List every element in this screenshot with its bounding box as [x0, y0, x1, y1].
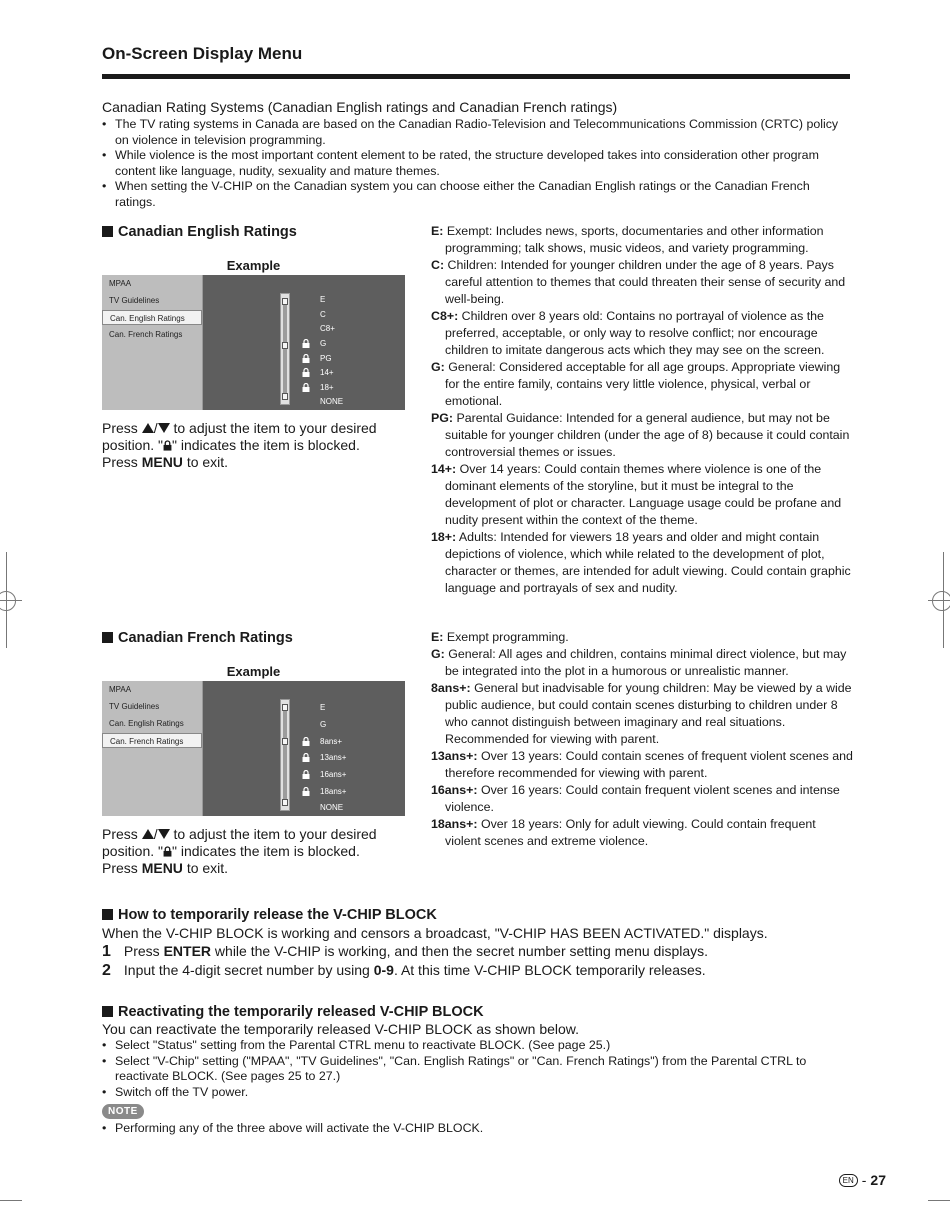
release-step-2 — [102, 961, 850, 980]
lock-icon — [302, 354, 310, 363]
lock-icon — [302, 753, 310, 762]
rating-option: 13ans+ — [320, 753, 347, 762]
slider-thumb[interactable] — [282, 738, 288, 745]
note-bullet: • Performing any of the three above will activate the V-CHIP BLOCK. — [102, 1121, 850, 1137]
osd-menu — [102, 275, 203, 410]
definition: E: Exempt: Includes news, sports, documentaries and other information programming; talk shows, music videos, and variety programming. — [431, 224, 824, 255]
press-text: " indicates the item is blocked. — [172, 843, 360, 859]
english-osd-screen — [102, 275, 405, 410]
registration-mark — [0, 591, 16, 611]
intro-bullet: • When setting the V-CHIP on the Canadian system you can choose either the Canadian English ratings or the Canadian French ratings. — [102, 179, 850, 210]
release-heading — [102, 906, 850, 924]
definition: 8ans+: General but inadvisable for young children: May be viewed by a wide public audience, but could contain scenes disturbing to children under 8 who cannot distinguish between imaginary and real situations. — [431, 681, 852, 729]
reactivate-lead: You can reactivate the temporarily released V-CHIP BLOCK as shown below. — [102, 1021, 580, 1037]
definition: 18ans+: Over 18 years: Only for adult viewing. Could contain frequent violent scenes and extreme violence. — [431, 817, 816, 848]
english-instructions: Press / to adjust the item to your desired position. " " indicates the item is blocked. Press MENU to exit. — [102, 420, 377, 470]
press-text: to exit. — [186, 860, 229, 876]
rating-option: 14+ — [320, 368, 334, 377]
press-text: to adjust the item to your desired — [173, 420, 377, 436]
press-text: Press — [102, 826, 138, 842]
slider-bottom-cap — [282, 393, 288, 400]
press-text: to adjust the item to your desired — [173, 826, 377, 842]
press-text: Press — [102, 454, 138, 470]
lock-icon — [302, 339, 310, 348]
french-heading — [102, 630, 293, 646]
digit-keys: 0-9 — [373, 962, 394, 978]
slider-track — [283, 704, 287, 806]
rating-option: PG — [320, 354, 332, 363]
step-text: while the V-CHIP is working, and then the secret number setting menu displays. — [214, 943, 709, 959]
rating-option: NONE — [320, 397, 344, 406]
lock-icon — [302, 787, 310, 796]
rating-option: G — [320, 720, 327, 729]
definition: E: Exempt programming. — [431, 630, 569, 644]
definition: G: General: Considered acceptable for all age groups. Appropriate viewing for the entire family, contains very little violence, physical, verbal or emotional. — [431, 360, 841, 408]
page-number-value: 27 — [870, 1172, 886, 1188]
osd-menu-item-can-english[interactable]: Can. English Ratings — [109, 719, 184, 728]
crop-mark — [928, 1200, 950, 1201]
intro-heading: Canadian Rating Systems (Canadian English ratings and Canadian French ratings) — [102, 99, 618, 115]
press-text: Press — [102, 420, 138, 436]
square-bullet-icon — [102, 1006, 113, 1017]
step-number: 2 — [102, 962, 111, 979]
press-text: " indicates the item is blocked. — [172, 437, 360, 453]
english-definitions — [431, 223, 853, 597]
reactivate-bullet: • Switch off the TV power. — [102, 1085, 850, 1101]
reactivate-heading-text: Reactivating the temporarily released V-CHIP BLOCK — [118, 1004, 484, 1020]
reactivate-heading — [102, 1003, 850, 1021]
definition: Recommended for viewing with parent. — [445, 732, 660, 746]
press-text: position. " — [102, 843, 164, 859]
osd-menu-item-can-english[interactable]: Can. English Ratings — [102, 310, 202, 325]
down-arrow-icon — [158, 423, 170, 433]
enter-key: ENTER — [163, 943, 212, 959]
rating-option: G — [320, 339, 327, 348]
rating-option: NONE — [320, 803, 344, 812]
definition: C8+: Children over 8 years old: Contains no portrayal of violence as the preferred, acceptable, or only way to resolve conflict; nor encourage children to imitate dangerous acts which they may see on the screen. — [431, 309, 825, 357]
osd-menu-item-can-french[interactable]: Can. French Ratings — [102, 733, 202, 748]
slider-top-cap — [282, 298, 288, 305]
english-heading-text: Canadian English Ratings — [118, 224, 297, 240]
page-number-dash: - — [861, 1172, 867, 1188]
osd-menu-item-mpaa[interactable]: MPAA — [109, 279, 132, 288]
rating-option: 16ans+ — [320, 770, 347, 779]
english-example-label: Example — [226, 258, 281, 273]
up-arrow-icon — [142, 829, 154, 839]
press-text: position. " — [102, 437, 164, 453]
osd-menu-item-tv-guidelines[interactable]: TV Guidelines — [109, 702, 160, 711]
slider-top-cap — [282, 704, 288, 711]
rating-slider[interactable] — [280, 293, 290, 405]
osd-menu-item-can-french[interactable]: Can. French Ratings — [109, 330, 183, 339]
intro-section — [102, 99, 850, 210]
press-text: Press — [102, 860, 138, 876]
definition: 16ans+: Over 16 years: Could contain frequent violent scenes and intense violence. — [431, 783, 840, 814]
intro-bullets — [102, 117, 850, 210]
lock-icon — [302, 368, 310, 377]
rating-option: 18+ — [320, 383, 334, 392]
english-heading — [102, 224, 297, 240]
reactivate-section — [102, 1003, 850, 1137]
french-instructions: Press / to adjust the item to your desired position. " " indicates the item is blocked. Press MENU to exit. — [102, 826, 377, 876]
slider-thumb[interactable] — [282, 342, 288, 349]
menu-key: MENU — [141, 860, 183, 876]
lock-icon — [302, 737, 310, 746]
lock-icon — [302, 770, 310, 779]
rating-slider[interactable] — [280, 699, 290, 811]
step-text: . At this time V-CHIP BLOCK temporarily releases. — [393, 962, 706, 978]
slider-track — [283, 298, 287, 400]
release-section — [102, 906, 850, 980]
rating-option: C — [320, 310, 326, 319]
definition: 18+: Adults: Intended for viewers 18 years and older and might contain depictions of violence, which while related to the development of plot, character or themes, are intended for adult viewing. Could contain graphic language and portrayals of sex and nudity. — [431, 530, 851, 595]
rating-option: 18ans+ — [320, 787, 347, 796]
definition: 13ans+: Over 13 years: Could contain scenes of frequent violent scenes and therefore recommended for viewing with parent. — [431, 749, 853, 780]
up-arrow-icon — [142, 423, 154, 433]
osd-menu-item-tv-guidelines[interactable]: TV Guidelines — [109, 296, 160, 305]
reactivate-bullet: • Select "V-Chip" setting ("MPAA", "TV Guidelines", "Can. English Ratings" or "Can. French Ratings") from the Parental CTRL to reactivate BLOCK. (See pages 25 to 27.) — [102, 1054, 850, 1085]
square-bullet-icon — [102, 226, 113, 237]
french-heading-text: Canadian French Ratings — [118, 630, 293, 646]
step-number: 1 — [102, 943, 111, 960]
osd-menu — [102, 681, 203, 816]
down-arrow-icon — [158, 829, 170, 839]
french-osd-screen — [102, 681, 405, 816]
intro-bullet: • While violence is the most important content element to be rated, the structure developed takes into consideration other program content like language, nudity, sexuality and mature themes. — [102, 148, 850, 179]
lock-icon — [163, 846, 172, 857]
reactivate-bullet: • Select "Status" setting from the Parental CTRL menu to reactivate BLOCK. (See page 25.) — [102, 1038, 850, 1054]
crop-mark — [0, 1200, 22, 1201]
definition: G: General: All ages and children, contains minimal direct violence, but may be integrated into the plot in a humorous or unrealistic manner. — [431, 647, 847, 678]
note-bullets — [102, 1121, 850, 1137]
intro-bullet: • The TV rating systems in Canada are based on the Canadian Radio-Television and Telecommunications Commission (CRTC) policy on violence in television programming. — [102, 117, 850, 148]
french-example-label: Example — [226, 664, 281, 679]
title-rule — [102, 74, 850, 79]
menu-key: MENU — [141, 454, 183, 470]
page-title: On-Screen Display Menu — [102, 44, 303, 63]
rating-option: C8+ — [320, 324, 335, 333]
press-text: to exit. — [186, 454, 229, 470]
slider-bottom-cap — [282, 799, 288, 806]
release-heading-text: How to temporarily release the V-CHIP BLOCK — [118, 907, 437, 923]
page-number — [839, 1172, 886, 1188]
definition: 14+: Over 14 years: Could contain themes where violence is one of the dominant elements of the storyline, but it must be integral to the development of plot or character. Language usage could be profane and nudity present within the context of the theme. — [431, 462, 842, 527]
language-badge: EN — [839, 1174, 858, 1187]
release-step-1 — [102, 942, 850, 961]
rating-option: E — [320, 703, 326, 712]
square-bullet-icon — [102, 632, 113, 643]
rating-option: E — [320, 295, 326, 304]
definition: PG: Parental Guidance: Intended for a general audience, but may not be suitable for younger children (under the age of 8) because it could contain controversial themes or issues. — [431, 411, 850, 459]
lock-icon — [163, 440, 172, 451]
release-lead: When the V-CHIP BLOCK is working and censors a broadcast, "V-CHIP HAS BEEN ACTIVATED." displays. — [102, 925, 768, 941]
lock-icon — [302, 383, 310, 392]
note-badge: NOTE — [102, 1104, 144, 1119]
step-text: Press — [123, 943, 160, 959]
registration-mark — [932, 591, 950, 611]
step-text: Input the 4-digit secret number by using — [123, 962, 370, 978]
reactivate-bullets — [102, 1038, 850, 1100]
osd-menu-item-mpaa[interactable]: MPAA — [109, 685, 132, 694]
definition: C: Children: Intended for younger children under the age of 8 years. Pays careful attention to themes that could threaten their sense of security and well-being. — [431, 258, 846, 306]
french-definitions — [431, 629, 853, 850]
rating-option: 8ans+ — [320, 737, 343, 746]
square-bullet-icon — [102, 909, 113, 920]
